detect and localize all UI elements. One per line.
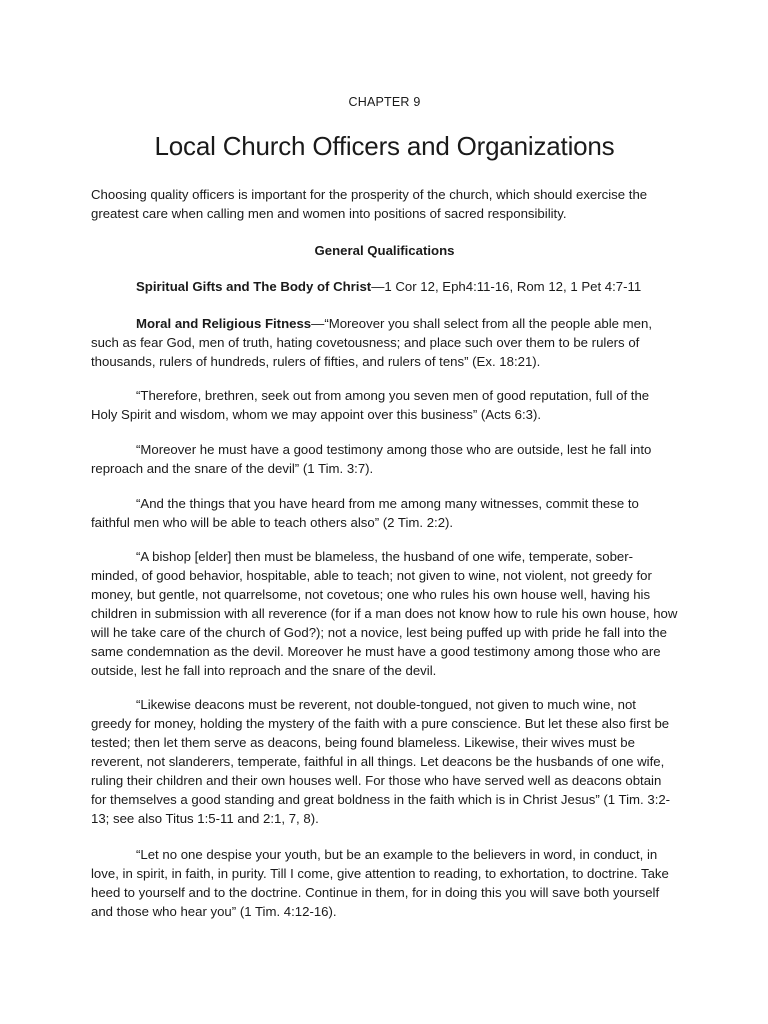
moral-fitness-paragraph xyxy=(91,314,678,371)
scripture-paragraph: “A bishop [elder] then must be blameless, the husband of one wife, temperate, sober-minded, of good behavior, hospitable, able to teach; not given to wine, not violent, not greedy for money, but gentle, not quarrelsome, not covetous; one who rules his own house well, having his children in submission with all reverence (for if a man does not know how to rule his own house, how will he take care of the church of God?); not a novice, lest being puffed up with pride he fall into the same condemnation as the devil. Moreover he must have a good testimony among those who are outside, lest he fall into reproach and the snare of the devil. xyxy=(91,549,678,678)
page-title: Local Church Officers and Organizations xyxy=(154,131,615,161)
scripture-paragraph: “And the things that you have heard from me among many witnesses, commit these to faithful men who will be able to teach others also” (2 Tim. 2:2). xyxy=(91,496,639,530)
scripture-paragraph: “Let no one despise your youth, but be an example to the believers in word, in conduct, in love, in spirit, in faith, in purity. Till I come, give attention to reading, to exhortation, to doctrine. Take heed to yourself and to the doctrine. Continue in them, for in doing this you will save both yourself and those who hear you” (1 Tim. 4:12-16). xyxy=(91,847,669,919)
moral-fitness-text: —“Moreover you shall select from all the people able men, such as fear God, men of truth, hating covetousness; and place such over them to be rulers of thousands, rulers of hundreds, rulers of fifties, and rulers of tens” (Ex. 18:21). xyxy=(91,316,652,369)
moral-fitness-heading: Moral and Religious Fitness xyxy=(136,316,312,331)
intro-paragraph: Choosing quality officers is important for the prosperity of the church, which should exercise the greatest care when calling men and women into positions of sacred responsibility. xyxy=(91,187,648,221)
scripture-paragraph: “Likewise deacons must be reverent, not double-tongued, not given to much wine, not greedy for money, holding the mystery of the faith with a pure conscience. But let these also first be tested; then let them serve as deacons, being found blameless. Likewise, their wives must be reverent, not slanderers, temperate, faithful in all things. Let deacons be the husbands of one wife, ruling their children and their own houses well. For those who have served well as deacons obtain for themselves a good standing and great boldness in the faith which is in Christ Jesus” (1 Tim. 3:2-13; see also Titus 1:5-11 and 2:1, 7, 8). xyxy=(91,697,671,826)
spiritual-gifts-heading: Spiritual Gifts and The Body of Christ xyxy=(136,279,372,294)
scripture-paragraph: “Moreover he must have a good testimony among those who are outside, lest he fall into reproach and the snare of the devil” (1 Tim. 3:7). xyxy=(91,442,652,476)
scripture-paragraph: “Therefore, brethren, seek out from among you seven men of good reputation, full of the Holy Spirit and wisdom, whom we may appoint over this business” (Acts 6:3). xyxy=(91,388,650,422)
spiritual-gifts-paragraph xyxy=(91,277,678,296)
section-heading: General Qualifications xyxy=(314,243,455,258)
spiritual-gifts-references: —1 Cor 12, Eph4:11-16, Rom 12, 1 Pet 4:7-11 xyxy=(371,279,642,294)
chapter-label: CHAPTER 9 xyxy=(348,95,421,109)
